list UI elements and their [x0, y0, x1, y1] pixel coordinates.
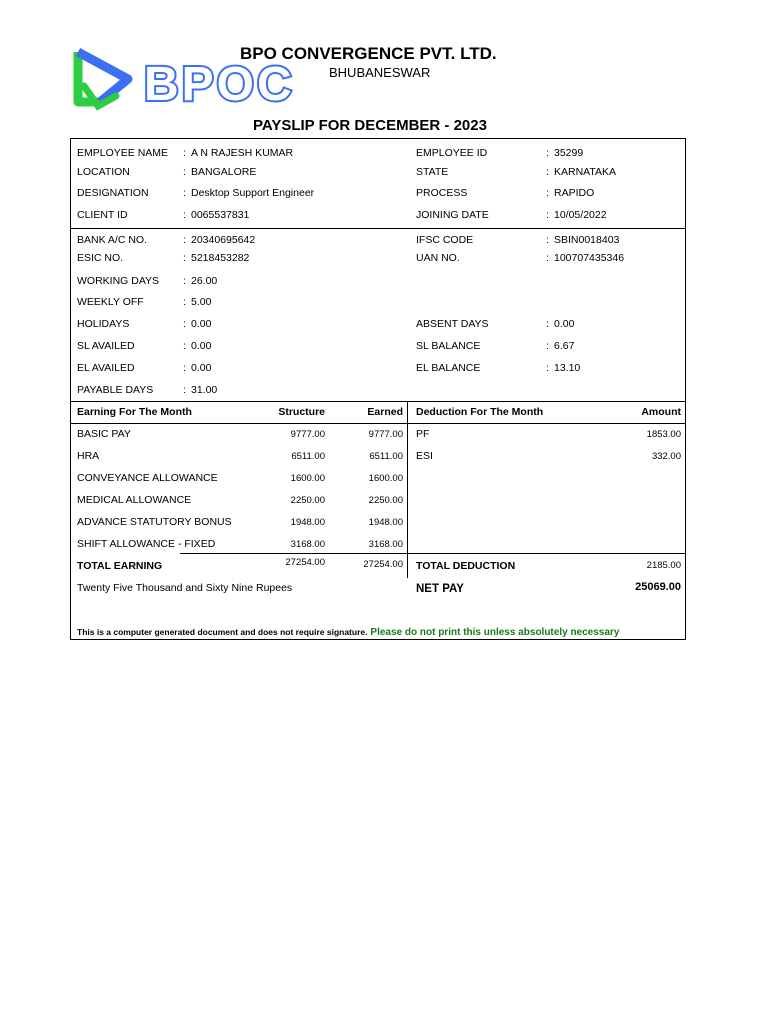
- earning-label: ADVANCE STATUTORY BONUS: [77, 516, 232, 528]
- sl-balance-label: SL BALANCE: [416, 340, 481, 352]
- deduction-label: PF: [416, 428, 430, 440]
- earning-earned: 6511.00: [369, 451, 403, 462]
- earning-earned: 1948.00: [368, 517, 403, 528]
- footer-note: This is a computer generated document and does not require signature.: [77, 627, 368, 637]
- payslip-table: [70, 138, 686, 640]
- total-earning-label: TOTAL EARNING: [77, 560, 163, 572]
- earning-structure: 2250.00: [290, 495, 325, 506]
- earning-label: CONVEYANCE ALLOWANCE: [77, 472, 218, 484]
- earning-label: MEDICAL ALLOWANCE: [77, 494, 192, 506]
- el-balance-label: EL BALANCE: [416, 362, 481, 374]
- ifsc-label: IFSC CODE: [416, 234, 474, 246]
- section-divider: [71, 228, 685, 229]
- working-days-value: : 26.00: [191, 275, 217, 287]
- earning-label: SHIFT ALLOWANCE - FIXED: [77, 538, 216, 550]
- esic-label: ESIC NO.: [77, 252, 124, 264]
- bank-account-value: : 20340695642: [191, 234, 255, 246]
- employee-id-label: EMPLOYEE ID: [416, 147, 488, 159]
- deduction-amount: 1853.00: [646, 429, 681, 440]
- holidays-label: HOLIDAYS: [77, 318, 130, 330]
- el-availed-value: : 0.00: [191, 362, 211, 374]
- logo-text: BPOC: [144, 58, 295, 111]
- net-pay-amount: 25069.00: [635, 581, 681, 593]
- amount-header: Amount: [641, 406, 681, 418]
- section-divider: [71, 423, 685, 424]
- uan-label: UAN NO.: [416, 252, 460, 264]
- earning-structure: 6511.00: [291, 451, 325, 462]
- client-id-label: CLIENT ID: [77, 209, 128, 221]
- earning-label: BASIC PAY: [77, 428, 131, 440]
- section-divider: [71, 401, 685, 402]
- earning-earned: 3168.00: [368, 539, 403, 550]
- total-structure: 27254.00: [285, 557, 325, 568]
- earning-earned: 9777.00: [368, 429, 403, 440]
- weekly-off-value: : 5.00: [191, 296, 211, 308]
- column-divider: [407, 401, 408, 578]
- designation-value: : Desktop Support Engineer: [191, 187, 314, 199]
- payable-days-label: PAYABLE DAYS: [77, 384, 154, 396]
- play-check-icon: [78, 52, 128, 106]
- total-deduction-amount: 2185.00: [646, 560, 681, 571]
- employee-name-label: EMPLOYEE NAME: [77, 147, 169, 159]
- working-days-label: WORKING DAYS: [77, 275, 160, 287]
- earned-header: Earned: [367, 406, 403, 418]
- el-balance-value: : 13.10: [554, 362, 580, 374]
- earning-earned: 1600.00: [368, 473, 403, 484]
- deduction-label: ESI: [416, 450, 433, 462]
- location-value: : BANGALORE: [191, 166, 256, 178]
- employee-id-value: : 35299: [554, 147, 583, 159]
- absent-days-value: : 0.00: [554, 318, 574, 330]
- esic-value: : 5218453282: [191, 252, 249, 264]
- earning-structure: 9777.00: [290, 429, 325, 440]
- sl-availed-value: : 0.00: [191, 340, 211, 352]
- footer-plea: Please do not print this unless absolutely necessary: [370, 627, 620, 638]
- earning-structure: 3168.00: [290, 539, 325, 550]
- total-deduction-label: TOTAL DEDUCTION: [416, 560, 516, 572]
- sl-balance-value: : 6.67: [554, 340, 574, 352]
- footer-line: [77, 626, 619, 639]
- earning-structure: 1600.00: [290, 473, 325, 484]
- client-id-value: : 0065537831: [191, 209, 249, 221]
- bank-account-label: BANK A/C NO.: [77, 234, 148, 246]
- location-label: LOCATION: [77, 166, 130, 178]
- company-city: BHUBANESWAR: [329, 65, 431, 80]
- designation-label: DESIGNATION: [77, 187, 149, 199]
- deductions-header: Deduction For The Month: [416, 406, 544, 418]
- joining-date-value: : 10/05/2022: [554, 209, 607, 221]
- employee-name-value: : A N RAJESH KUMAR: [191, 147, 293, 159]
- el-availed-label: EL AVAILED: [77, 362, 135, 374]
- amount-in-words: Twenty Five Thousand and Sixty Nine Rupees: [77, 582, 293, 594]
- company-name: BPO CONVERGENCE PVT. LTD.: [240, 44, 497, 63]
- earnings-header: Earning For The Month: [77, 406, 192, 418]
- deduction-amount: 332.00: [651, 451, 681, 462]
- earning-earned: 2250.00: [368, 495, 403, 506]
- ifsc-value: : SBIN0018403: [554, 234, 619, 246]
- payable-days-value: : 31.00: [191, 384, 217, 396]
- process-value: : RAPIDO: [554, 187, 594, 199]
- earning-structure: 1948.00: [290, 517, 325, 528]
- absent-days-label: ABSENT DAYS: [416, 318, 489, 330]
- total-earned: 27254.00: [363, 559, 403, 570]
- state-value: : KARNATAKA: [554, 166, 616, 178]
- sl-availed-label: SL AVAILED: [77, 340, 135, 352]
- structure-header: Structure: [278, 406, 325, 418]
- weekly-off-label: WEEKLY OFF: [77, 296, 144, 308]
- holidays-value: : 0.00: [191, 318, 211, 330]
- process-label: PROCESS: [416, 187, 468, 199]
- uan-value: : 100707435346: [554, 252, 624, 264]
- joining-date-label: JOINING DATE: [416, 209, 489, 221]
- section-divider: [180, 553, 685, 554]
- net-pay-label: NET PAY: [416, 583, 464, 595]
- earning-label: HRA: [77, 450, 100, 462]
- state-label: STATE: [416, 166, 449, 178]
- page-title: PAYSLIP FOR DECEMBER - 2023: [253, 117, 487, 134]
